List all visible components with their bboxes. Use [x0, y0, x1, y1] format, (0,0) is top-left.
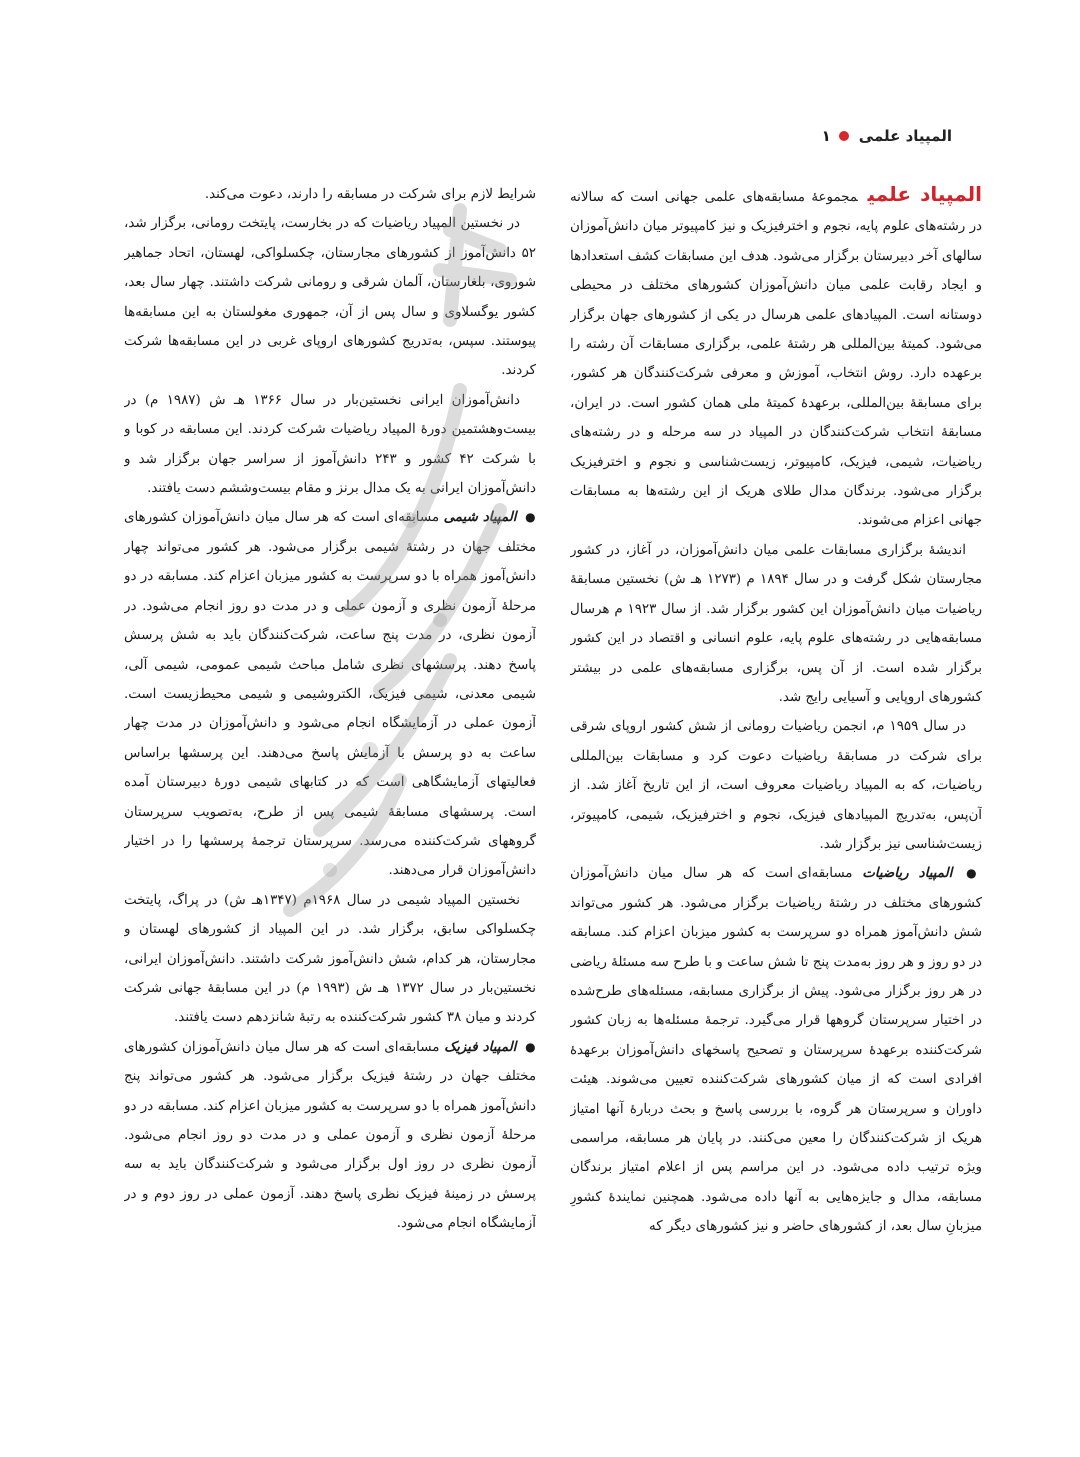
paragraph: نخستین المپیاد شیمی در سال ۱۹۶۸م (۱۳۴۷هـ ش) در پراگ، پایتخت چکسلواکی سابق، برگزار شد. در این المپیاد از کشورهای لهستان و مجارستان، هر کدام، شش دانش‌آموز شرکت داشتند. دانش‌آموزان ایرانی، نخستین‌بار در سال ۱۳۷۲ هـ ش (۱۹۹۳ م) در این مسابقهٔ جهانی شرکت کردند و میان ۳۸ کشور شرکت‌کننده به رتبهٔ شانزدهم دست یافتند.: [124, 892, 536, 1026]
paragraph: دانش‌آموزان ایرانی نخستین‌بار در سال ۱۳۶۶ هـ ش (۱۹۸۷ م) در بیست‌وهشتمین دورهٔ المپیاد ریاضیات شرکت کردند. این مسابقه در کوبا و با شرکت ۴۲ کشور و ۲۴۳ دانش‌آموز از سراسر جهان برگزار شد و دانش‌آموزان ایرانی به یک مدال برنز و مقام بیست‌وششم دست یافتند.: [124, 392, 536, 497]
paragraph-text: مسابقه‌ای است که هر سال میان دانش‌آموزان کشورهای مختلف جهان در رشتهٔ فیزیک برگزار می‌شود. هر کشور می‌تواند پنج دانش‌آموز همراه با دو سرپرست به کشور میزبان اعزام کند. مسابقه در دو مرحلهٔ آزمون نظری و آزمون عملی و در مدت دو روز انجام می‌شود. آزمون نظری در روز اول برگزار می‌شود و شرکت‌کنندگان باید به سه پرسش در زمینهٔ فیزیک نظری پاسخ دهند. آزمون عملی در روز دوم و در آزمایشگاه انجام می‌شود.: [124, 1039, 536, 1232]
item-term: المپیاد ریاضیات: [862, 865, 953, 882]
paragraph-text: مجموعهٔ مسابقه‌های علمی جهانی است که سالانه در رشته‌های علوم پایه، نجوم و اخترفیزیک و نیز کامپیوتر میان دانش‌آموزان سالهای آخر دبیرستان برگزار می‌شود. هدف این مسابقات کشف استعدادها و ایجاد رقابت علمی میان دانش‌آموزان کشورهای مختلف در محیطی دوستانه است. المپیادهای علمی هرسال در یکی از کشورهای جهان برگزار می‌شود. کمیتهٔ بین‌المللی هر رشتهٔ علمی، برگزاری مسابقات آن رشته را برعهده دارد. روش انتخاب، آموزش و معرفی شرکت‌کنندگان هر کشور، برای مسابقهٔ بین‌المللی، برعهدهٔ کمیتهٔ ملی همان کشور است. در ایران، مسابقهٔ انتخاب شرکت‌کنندگان در المپیاد در سه مرحله و در رشته‌های ریاضیات، شیمی، فیزیک، کامپیوتر، زیست‌شناسی و نجوم و اخترفیزیک برگزار می‌شود. برندگان مدال طلای هریک از این رشته‌ها به مسابقات جهانی اعزام می‌شوند.: [570, 190, 982, 529]
running-title: المپیاد علمی: [858, 127, 952, 145]
list-item-math-olympiad: [570, 859, 982, 1241]
header-dot-icon: [839, 131, 849, 141]
list-item-chemistry-olympiad: [124, 503, 536, 885]
right-column: [570, 180, 982, 1340]
entry-intro-paragraph: [570, 180, 982, 536]
paragraph: شرایط لازم برای شرکت در مسابقه را دارند، دعوت می‌کند.: [204, 187, 536, 202]
left-column: [124, 180, 536, 1340]
paragraph: اندیشهٔ برگزاری مسابقات علمی میان دانش‌آموزان، در آغاز، در کشور مجارستان شکل گرفت و در سال ۱۸۹۴ م (۱۲۷۳ هـ ش) نخستین مسابقهٔ ریاضیات میان دانش‌آموزان این کشور برگزار شد. از سال ۱۹۲۳ م هرسال مسابقه‌هایی در رشته‌های علوم پایه، علوم انسانی و اقتصاد در این کشور برگزار شده است. از آن پس، برگزاری مسابقه‌های علمی در بیشتر کشورهای اروپایی و آسیایی رایج شد.: [570, 542, 982, 705]
bullet-icon: ●: [966, 866, 982, 881]
page-header: [128, 118, 952, 154]
bullet-icon: ●: [525, 1039, 536, 1054]
paragraph-text: مسابقه‌ای است که هر سال میان دانش‌آموزان کشورهای مختلف در رشتهٔ ریاضیات برگزار می‌شود. هر کشور می‌تواند شش دانش‌آموز همراه دو سرپرست به کشور میزبان اعزام کند. مسابقه در دو روز و هر روز به‌مدت پنج تا شش ساعت و با طرح سه مسئلهٔ ریاضی در هر روز برگزار می‌شود. پیش از برگزاری مسابقه، مسئله‌های طرح‌شده در اختیار سرپرستان گروهها قرار می‌گیرد. ترجمهٔ مسئله‌ها به زبان کشور شرکت‌کننده برعهدهٔ سرپرستان و تصحیح پاسخهای دانش‌آموزان برعهدهٔ افرادی است که از میان کشورهای شرکت‌کننده تعیین می‌شوند. هیئت داوران و سرپرستان هر گروه، با بررسی پاسخ و بحث دربارهٔ آنها امتیاز هریک از شرکت‌کنندگان را معین می‌کنند. در پایان هر مسابقه، مراسمی ویژه ترتیب داده می‌شود. در این مراسم پس از اعلام امتیاز برندگان مسابقه، مدال و جایزه‌هایی به آنها داده می‌شود. همچنین نمایندهٔ کشورِ میزبانِ سال بعد، از کشورهای حاضر و نیز کشورهای دیگر که: [570, 866, 982, 1235]
paragraph: در نخستین المپیاد ریاضیات که در بخارست، پایتخت رومانی، برگزار شد، ۵۲ دانش‌آموز از کشورهای مجارستان، چکسلواکی، لهستان، اتحاد جماهیر شوروی، بلغارستان، آلمان شرقی و رومانی شرکت داشتند. چهار سال بعد، کشور یوگسلاوی و سال پس از آن، جمهوری مغولستان به این مسابقه‌ها پیوستند. سپس، به‌تدریج کشورهای اروپای غربی در این مسابقه‌ها شرکت کردند.: [124, 216, 536, 379]
entry-title: المپیاد علمی: [867, 182, 982, 206]
page-number: ۱: [821, 127, 831, 145]
bullet-icon: ●: [525, 510, 536, 525]
list-item-physics-olympiad: [124, 1033, 536, 1239]
paragraph-text: مسابقه‌ای است که هر سال میان دانش‌آموزان کشورهای مختلف جهان در رشتهٔ شیمی برگزار می‌شود. هر کشور می‌تواند چهار دانش‌آموز همراه با دو سرپرست به کشور میزبان اعزام کند. مسابقه در دو مرحلهٔ آزمون نظری و آزمون عملی و در مدت دو روز انجام می‌شود. در آزمون نظری، در مدت پنج ساعت، شرکت‌کنندگان باید به شش پرسش پاسخ دهند. پرسشهای نظری شامل مباحث شیمی عمومی، شیمی آلی، شیمی معدنی، شیمی فیزیک، الکتروشیمی و شیمی محیط‌زیست است. آزمون عملی در آزمایشگاه انجام می‌شود و دانش‌آموزان در مدت چهار ساعت به دو پرسش با آزمایش پاسخ می‌دهند. این پرسشها براساس فعالیتهای آزمایشگاهی است که در کتابهای شیمی دورهٔ دبیرستان آمده است. پرسشهای مسابقهٔ شیمی پس از طرح، به‌تصویب سرپرستان گروههای شرکت‌کننده می‌رسد. سرپرستان ترجمهٔ پرسشها را در اختیار دانش‌آموزان قرار می‌دهند.: [124, 510, 536, 879]
item-term: المپیاد شیمی: [443, 509, 517, 526]
item-term: المپیاد فیزیک: [444, 1038, 517, 1055]
paragraph: در سال ۱۹۵۹ م، انجمن ریاضیات رومانی از شش کشور اروپای شرقی برای شرکت در مسابقهٔ ریاضیات دعوت کرد و مسابقات بین‌المللی ریاضیات، که به المپیاد ریاضیات معروف است، از این تاریخ آغاز شد. از آن‌پس، به‌تدریج المپیادهای فیزیک، نجوم و اخترفیزیک، شیمی، کامپیوتر، زیست‌شناسی نیز برگزار شد.: [570, 719, 982, 852]
